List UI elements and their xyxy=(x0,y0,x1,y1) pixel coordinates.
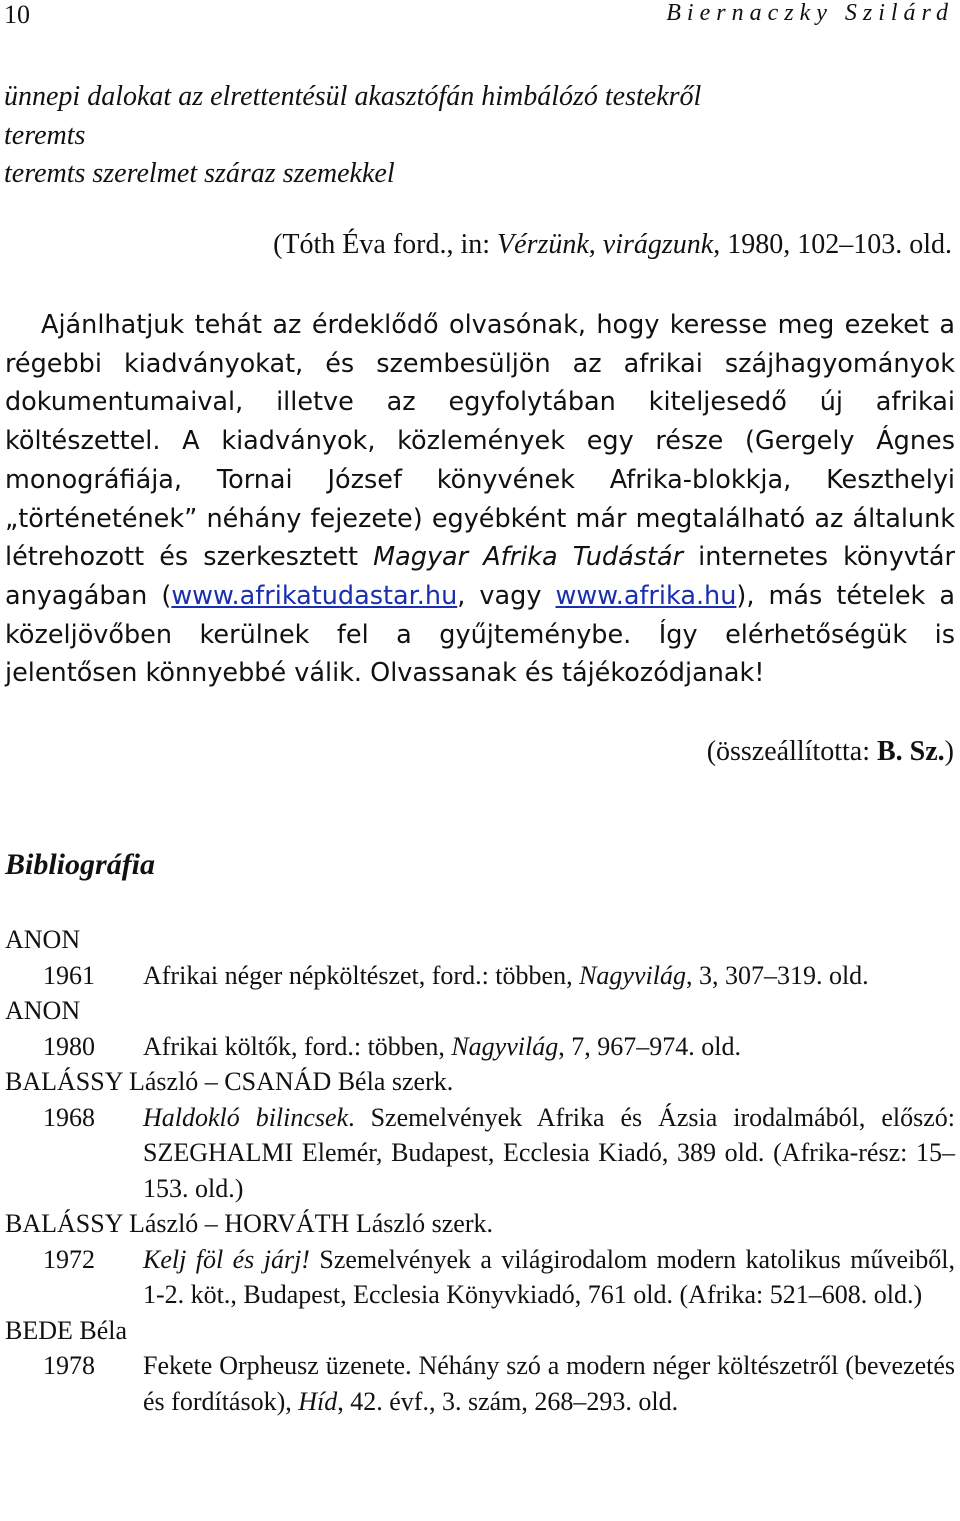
bib-entry xyxy=(5,1348,955,1419)
bib-text: Haldokló bilincsek. Szemelvények Afrika és Ázsia irodalmából, előszó: SZEGHALMI Elemér, Budapest, Ecclesia Kiadó, 389 old. (Afrika-rész: 15–153. old.) xyxy=(143,1102,955,1203)
poem-line: ünnepi dalokat az elrettentésül akasztófán himbálózó testekről xyxy=(4,81,702,112)
paragraph-text: Ajánlhatjuk tehát az érdeklődő olvasónak, hogy keresse meg ezeket a régebbi kiadványokat, és szembesüljön az afrikai szájhagyományok dokumentumaival, illetve az egyfolytában kiteljesedő új afrikai költészettel. A kiadványok, közlemények egy része (Gergely Ágnes monográfiája, Tornai József könyvének Afrika-blokkja, Keszthelyi „történetének” néhány fejezete) egyébként már megtalálható az általunk létrehozott és szerkesztett xyxy=(5,310,955,573)
bib-entry xyxy=(5,958,955,994)
bib-author: ANON xyxy=(5,996,81,1025)
bib-author: BEDE Béla xyxy=(5,1315,128,1345)
page-header xyxy=(4,0,954,30)
bib-entry xyxy=(5,1100,955,1207)
page-number: 10 xyxy=(4,0,30,29)
body-paragraph xyxy=(5,306,955,693)
compiler-initials: B. Sz. xyxy=(876,736,945,767)
compiled-by: (összeállította: B. Sz.) xyxy=(706,736,954,767)
bib-year: 1980 xyxy=(43,1031,95,1061)
bib-entry xyxy=(5,1242,955,1313)
bib-year: 1978 xyxy=(43,1351,95,1380)
bib-author: BALÁSSY László – CSANÁD Béla szerk. xyxy=(5,1067,454,1096)
bib-entry xyxy=(5,1029,955,1065)
paragraph-text: internetes könyvtár anyagában ( xyxy=(5,542,955,611)
poem-citation xyxy=(273,229,952,261)
bib-author: ANON xyxy=(5,925,81,954)
citation-title: Vérzünk, virágzunk xyxy=(497,229,714,260)
bib-year: 1968 xyxy=(43,1102,95,1132)
bib-text: Fekete Orpheusz üzenete. Néhány szó a modern néger költészetről (bevezetés és fordítások), Híd, 42. évf., 3. szám, 268–293. old. xyxy=(143,1351,955,1416)
bibliography-heading: Bibliográfia xyxy=(5,848,156,881)
poem-line: teremts xyxy=(4,119,86,151)
bib-year: 1961 xyxy=(43,960,95,990)
bib-text: Afrikai néger népköltészet, ford.: többen, Nagyvilág, 3, 307–319. old. xyxy=(143,960,869,990)
paragraph-text: , vagy xyxy=(457,580,556,611)
citation-prefix: (Tóth Éva ford., in: xyxy=(273,229,498,260)
citation-suffix: , 1980, 102–103. old. xyxy=(713,229,952,260)
bib-author: BALÁSSY László – HORVÁTH László szerk. xyxy=(5,1209,493,1238)
bib-text: Kelj föl és járj! Szemelvények a világirodalom modern katolikus műveiből, 1-2. köt., Budapest, Ecclesia Könyvkiadó, 761 old. (Afrika: 521–608. old.) xyxy=(143,1244,955,1309)
running-head-author: Biernaczky Szilárd xyxy=(666,0,954,26)
paragraph-text: ), más tételek a közeljövőben kerülnek fel a gyűjteménybe. Így elérhetőségük is jelentősen könnyebbé válik. Olvassanak és tájékozódjanak! xyxy=(5,580,955,689)
bib-year: 1972 xyxy=(43,1244,95,1274)
paragraph-italic-title: Magyar Afrika Tudástár xyxy=(373,542,684,573)
afrika-link[interactable]: www.afrika.hu xyxy=(555,580,737,611)
bibliography-list xyxy=(5,922,955,1419)
afrikatudastar-link[interactable]: www.afrikatudastar.hu xyxy=(171,580,458,611)
bib-text: Afrikai költők, ford.: többen, Nagyvilág, 7, 967–974. old. xyxy=(143,1031,741,1061)
poem-line: teremts szerelmet száraz szemekkel xyxy=(4,158,395,189)
poem-excerpt xyxy=(4,78,944,194)
